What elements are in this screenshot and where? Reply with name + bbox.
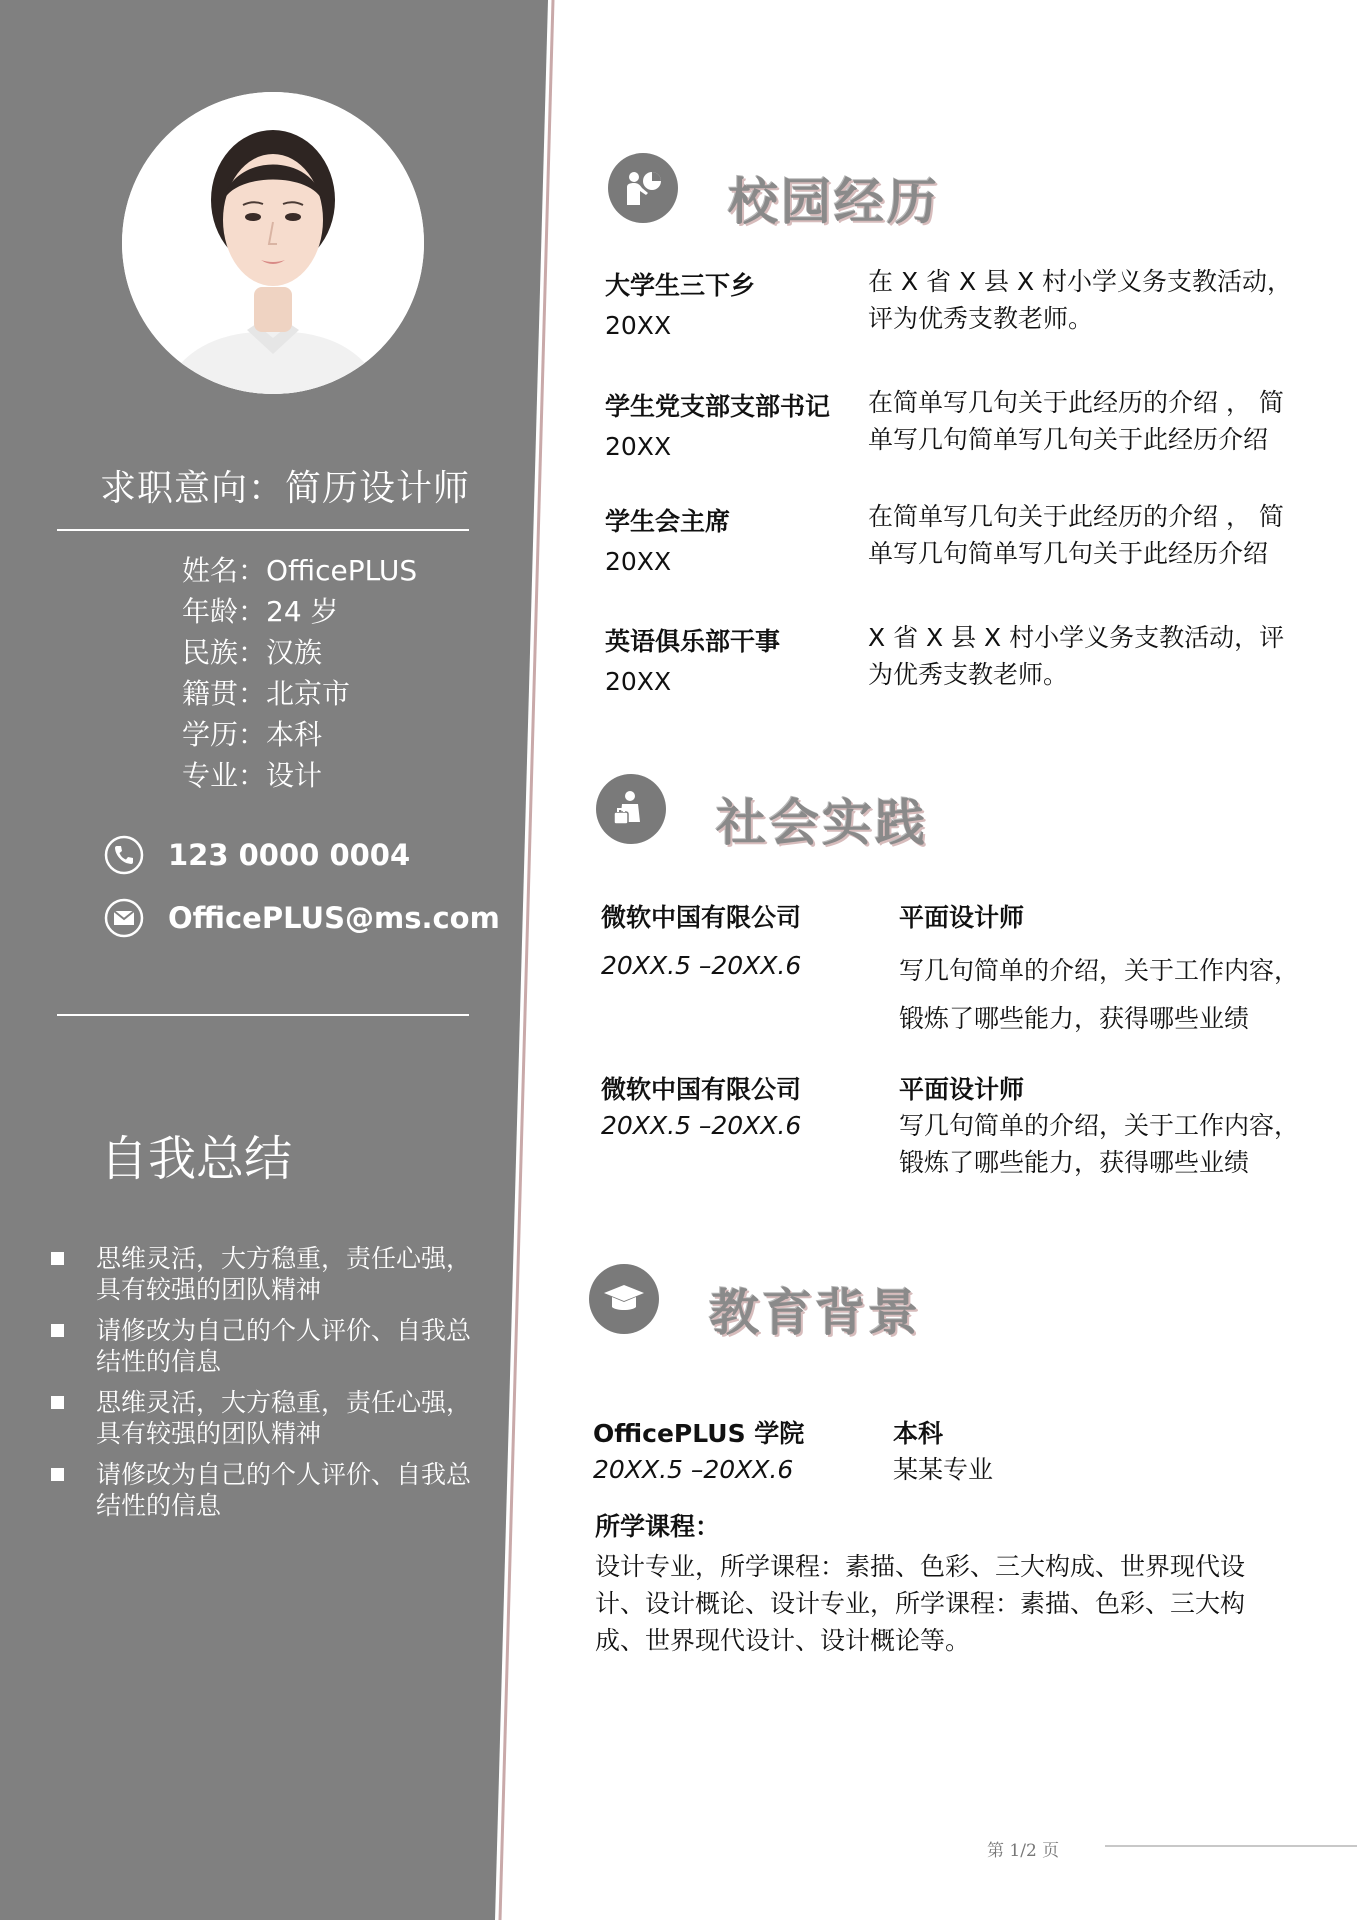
campus-entry-name: 学生党支部支部书记 — [605, 392, 831, 421]
summary-item: 思维灵活，大方稳重，责任心强，具有较强的团队精神 — [48, 1387, 488, 1449]
summary-list — [48, 1243, 488, 1531]
campus-entry-name: 大学生三下乡 — [605, 271, 756, 300]
info-age: 年龄：24 岁 — [182, 595, 339, 628]
campus-entry-name: 学生会主席 — [605, 507, 731, 536]
email-address: OfficePLUS@ms.com — [168, 901, 500, 935]
campus-entry-desc: X 省 X 县 X 村小学义务支教活动，评为优秀支教老师。 — [868, 623, 1285, 689]
summary-item: 思维灵活，大方稳重，责任心强，具有较强的团队精神 — [48, 1243, 488, 1305]
practice-desc: 写几句简单的介绍，关于工作内容，锻炼了哪些能力，获得哪些业绩 — [899, 1111, 1300, 1177]
courses-label: 所学课程： — [595, 1512, 721, 1541]
education-section-title: 教育背景 — [709, 1284, 921, 1342]
bullet-icon — [51, 1396, 64, 1409]
personal-info — [182, 550, 417, 796]
campus-entry-name: 英语俱乐部干事 — [605, 627, 781, 656]
info-ethnicity: 民族：汉族 — [182, 636, 323, 669]
campus-entry-year: 20XX — [605, 432, 672, 461]
practice-desc: 写几句简单的介绍，关于工作内容，锻炼了哪些能力，获得哪些业绩 — [899, 956, 1300, 1033]
graduation-cap-icon — [589, 1264, 659, 1334]
degree: 本科 — [893, 1419, 944, 1448]
businessman-icon — [596, 774, 666, 844]
campus-section-title: 校园经历 — [728, 173, 940, 231]
email-contact[interactable] — [104, 898, 500, 938]
summary-item: 请修改为自己的个人评价、自我总结性的信息 — [48, 1459, 488, 1521]
phone-icon — [104, 835, 144, 875]
campus-entry-year: 20XX — [605, 547, 672, 576]
page-number: 第 1/2 页 — [987, 1841, 1060, 1861]
practice-period: 20XX.5 –20XX.6 — [601, 1111, 802, 1140]
job-intent: 求职意向：简历设计师 — [100, 468, 471, 509]
profile-photo — [122, 92, 424, 394]
presenter-icon — [608, 153, 678, 223]
practice-role: 平面设计师 — [899, 1075, 1025, 1104]
practice-section-title: 社会实践 — [716, 794, 928, 852]
practice-company: 微软中国有限公司 — [601, 903, 802, 932]
major: 某某专业 — [893, 1455, 994, 1484]
campus-entry-desc: 在简单写几句关于此经历的介绍 ， 简单写几句简单写几句关于此经历介绍 — [868, 502, 1284, 568]
practice-company: 微软中国有限公司 — [601, 1075, 802, 1104]
courses-text: 设计专业，所学课程：素描、色彩、三大构成、世界现代设计、设计概论、设计专业，所学课程：素描、色彩、三大构成、世界现代设计、设计概论等。 — [595, 1552, 1246, 1655]
divider-top — [57, 529, 469, 531]
summary-item: 请修改为自己的个人评价、自我总结性的信息 — [48, 1315, 488, 1377]
info-education: 学历：本科 — [182, 718, 323, 751]
campus-entry-year: 20XX — [605, 667, 672, 696]
info-hometown: 籍贯：北京市 — [182, 677, 351, 710]
campus-entry-year: 20XX — [605, 311, 672, 340]
practice-period: 20XX.5 –20XX.6 — [601, 951, 802, 980]
phone-contact[interactable] — [104, 835, 410, 875]
bullet-icon — [51, 1252, 64, 1265]
school-name: OfficePLUS 学院 — [593, 1419, 805, 1448]
practice-role: 平面设计师 — [899, 903, 1025, 932]
info-major: 专业：设计 — [182, 759, 323, 792]
summary-title: 自我总结 — [100, 1131, 293, 1187]
phone-number: 123 0000 0004 — [168, 838, 411, 872]
info-name: 姓名：OfficePLUS — [182, 554, 418, 587]
bullet-icon — [51, 1468, 64, 1481]
footer-line — [1105, 1845, 1357, 1847]
education-period: 20XX.5 –20XX.6 — [593, 1455, 794, 1484]
campus-entry-desc: 在简单写几句关于此经历的介绍 ， 简单写几句简单写几句关于此经历介绍 — [868, 388, 1284, 454]
bullet-icon — [51, 1324, 64, 1337]
divider-bottom — [57, 1014, 469, 1016]
email-icon — [104, 898, 144, 938]
campus-entry-desc: 在 X 省 X 县 X 村小学义务支教活动，评为优秀支教老师。 — [868, 267, 1293, 333]
